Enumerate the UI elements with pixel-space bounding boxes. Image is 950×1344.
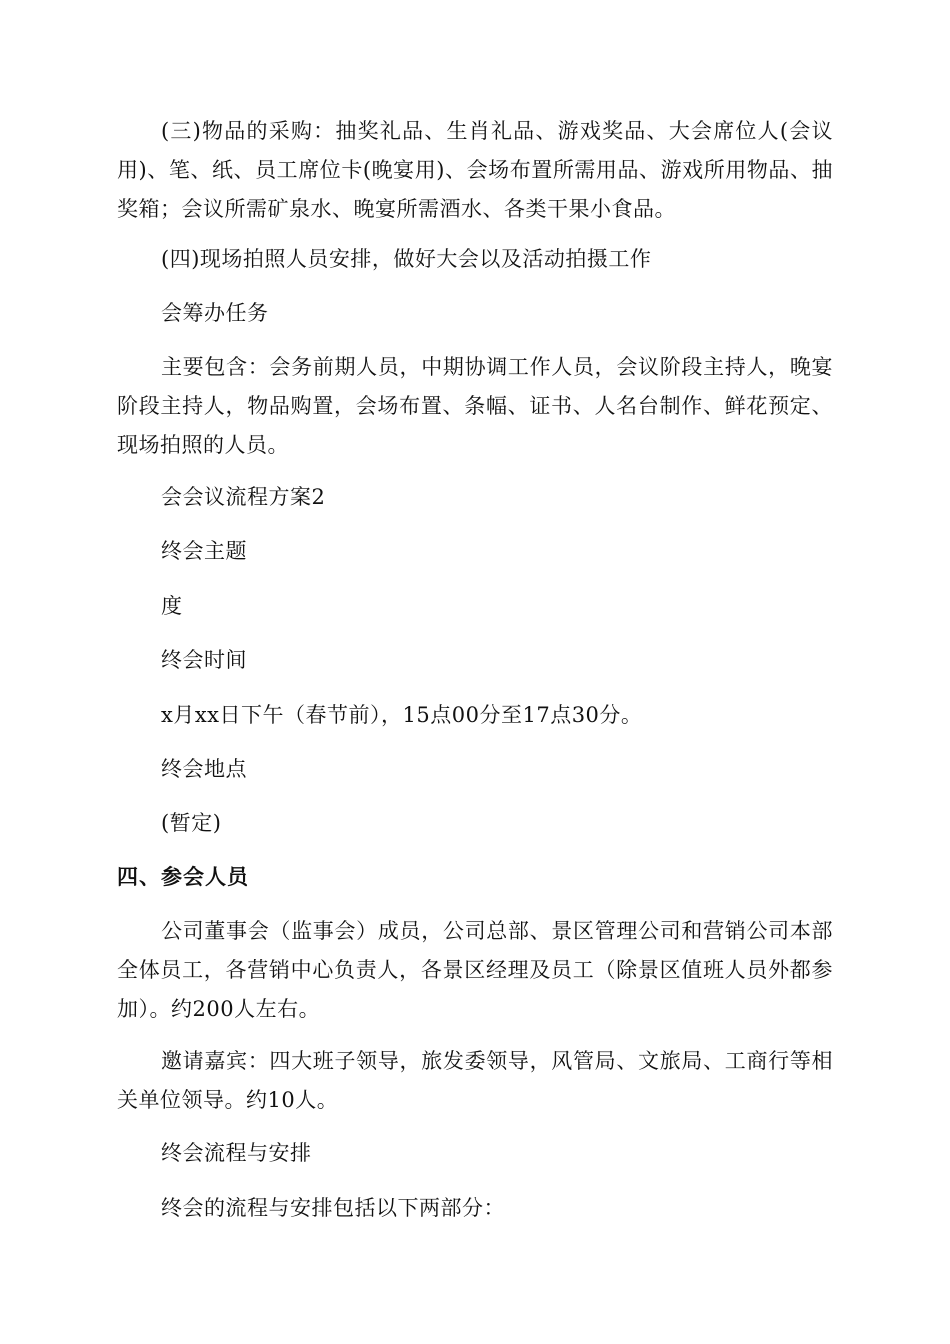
paragraph-task-title: 会筹办任务 bbox=[161, 301, 269, 325]
paragraph-process-title: 终会流程与安排 bbox=[161, 1141, 312, 1165]
paragraph-time-value: x月xx日下午（春节前），15点00分至17点30分。 bbox=[161, 703, 643, 727]
paragraph-time-label: 终会时间 bbox=[161, 648, 247, 672]
paragraph-attendees: 公司董事会（监事会）成员，公司总部、景区管理公司和营销公司本部全体员工，各营销中心负责人，各景区经理及员工（除景区值班人员外都参加）。约200人左右。 bbox=[117, 919, 833, 1021]
paragraph-procurement: (三)物品的采购：抽奖礼品、生肖礼品、游戏奖品、大会席位人(会议用)、笔、纸、员工席位卡(晚宴用)、会场布置所需用品、游戏所用物品、抽奖箱；会议所需矿泉水、晚宴所需酒水、各类干果小食品。 bbox=[117, 119, 833, 221]
paragraph-task-content: 主要包含：会务前期人员，中期协调工作人员，会议阶段主持人，晚宴阶段主持人，物品购置，会场布置、条幅、证书、人名台制作、鲜花预定、现场拍照的人员。 bbox=[117, 355, 833, 457]
paragraph-process-intro: 终会的流程与安排包括以下两部分： bbox=[161, 1196, 505, 1220]
paragraph-photography: (四)现场拍照人员安排，做好大会以及活动拍摄工作 bbox=[161, 247, 652, 271]
paragraph-guests: 邀请嘉宾：四大班子领导，旅发委领导，风管局、文旅局、工商行等相关单位领导。约10人。 bbox=[117, 1049, 833, 1112]
paragraph-location-label: 终会地点 bbox=[161, 757, 247, 781]
paragraph-plan-title: 会会议流程方案2 bbox=[161, 485, 326, 509]
paragraph-location-value: (暂定) bbox=[161, 811, 222, 835]
paragraph-theme-label: 终会主题 bbox=[161, 539, 247, 563]
section-heading-attendees: 四、参会人员 bbox=[117, 865, 249, 889]
paragraph-theme-value: 度 bbox=[161, 594, 183, 618]
